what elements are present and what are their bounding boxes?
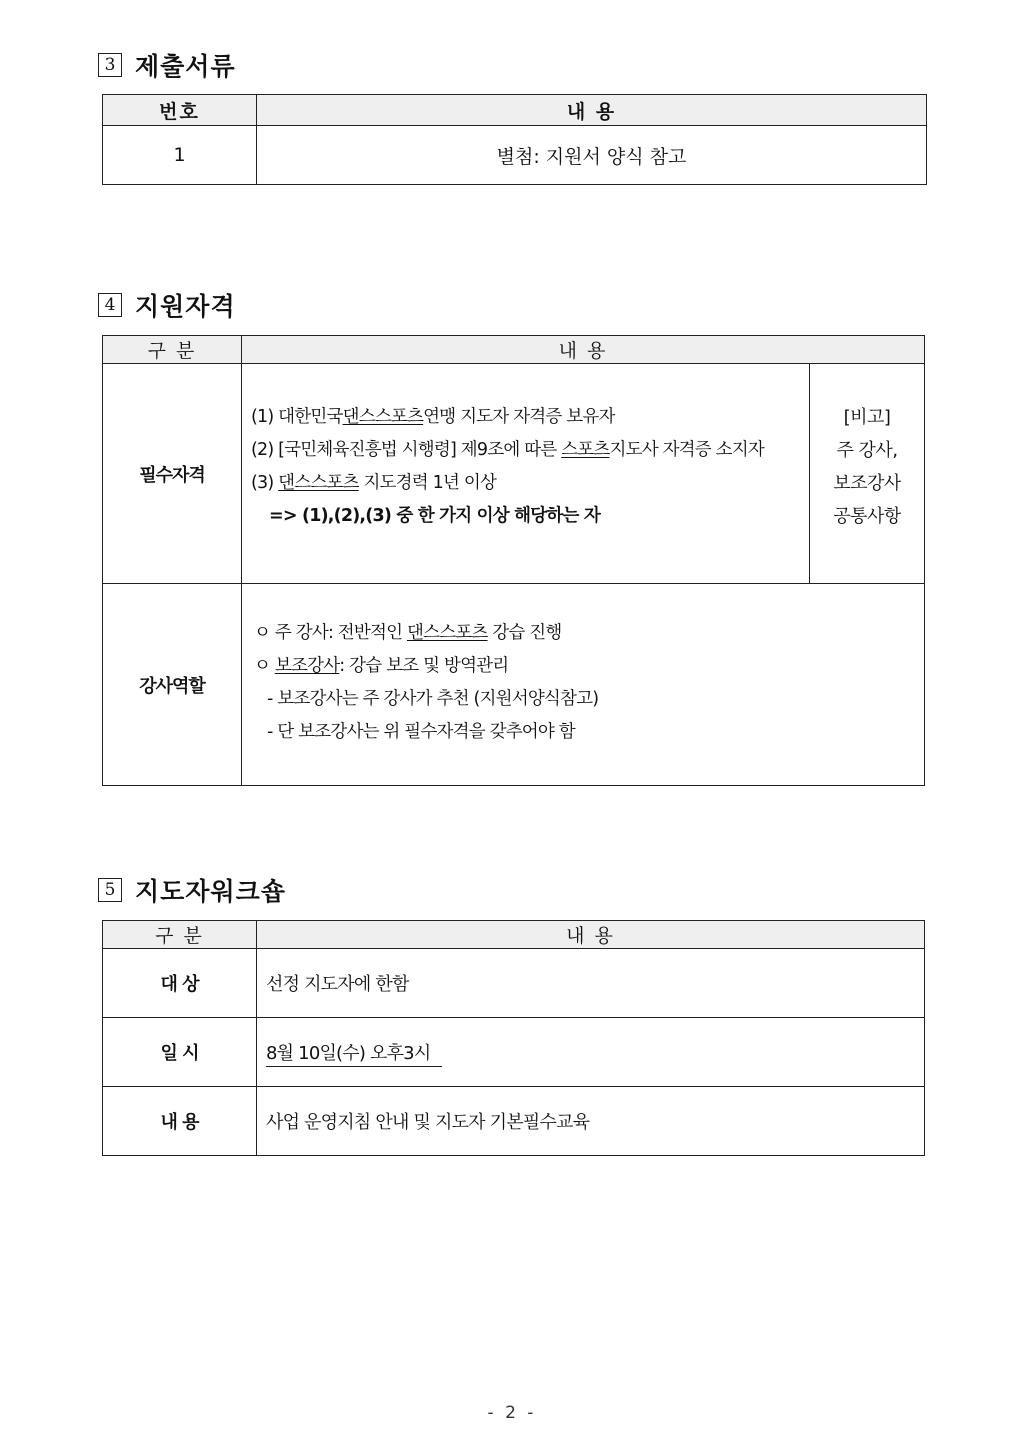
instructor-role-label: 강사역할 [103, 584, 242, 786]
section-5-heading [98, 872, 286, 908]
role-line-3: - 보조강사는 주 강사가 추천 (지원서양식참고) [267, 688, 599, 709]
row-number: 1 [103, 126, 257, 185]
table-row [103, 1018, 925, 1087]
section-5-number: 5 [98, 878, 122, 902]
content-value: 사업 운영지침 안내 및 지도자 기본필수교육 [257, 1087, 925, 1156]
required-qualification-content [242, 364, 810, 584]
qualification-table [102, 335, 925, 786]
section-4-number: 4 [98, 293, 122, 317]
required-qualification-label: 필수자격 [103, 364, 242, 584]
required-line-2: (2) [국민체육진흥법 시행령] 제9조에 따른 스포츠지도사 자격증 소지자 [251, 439, 764, 460]
col-header-category: 구 분 [103, 921, 257, 949]
documents-table [102, 94, 927, 185]
col-header-content: 내 용 [257, 921, 925, 949]
table-row [103, 1087, 925, 1156]
role-line-2: ㅇ 보조강사: 강습 보조 및 방역관리 [254, 655, 509, 676]
note-line-1: [비고] [843, 406, 891, 428]
content-label: 내 용 [103, 1087, 257, 1156]
note-line-2: 주 강사, [836, 439, 898, 461]
col-header-number: 번호 [103, 95, 257, 126]
datetime-value: 8월 10일(수) 오후3시 [257, 1018, 925, 1087]
role-line-4: - 단 보조강사는 위 필수자격을 갖추어야 함 [267, 721, 575, 742]
datetime-label: 일 시 [103, 1018, 257, 1087]
workshop-table [102, 920, 925, 1156]
role-line-1: ㅇ 주 강사: 전반적인 댄스스포츠 강습 진행 [254, 622, 562, 643]
table-row [103, 584, 925, 786]
note-line-4: 공통사항 [833, 505, 901, 527]
required-line-1: (1) 대한민국댄스스포츠연맹 지도자 자격증 보유자 [251, 406, 615, 427]
table-row [103, 949, 925, 1018]
required-note [810, 364, 925, 584]
section-3-number: 3 [98, 53, 122, 77]
instructor-role-content [242, 584, 925, 786]
table-row [103, 126, 927, 185]
note-line-3: 보조강사 [833, 472, 901, 494]
section-4-title: 지원자격 [135, 292, 236, 321]
col-header-content: 내 용 [257, 95, 927, 126]
section-4-heading [98, 287, 236, 323]
required-summary-line: => (1),(2),(3) 중 한 가지 이상 해당하는 자 [269, 505, 600, 526]
page-number: - 2 - [487, 1403, 537, 1423]
required-line-3: (3) 댄스스포츠 지도경력 1년 이상 [251, 472, 497, 493]
col-header-content: 내 용 [242, 336, 925, 364]
section-3-title: 제출서류 [135, 52, 236, 81]
table-row [103, 364, 925, 584]
target-value: 선정 지도자에 한함 [257, 949, 925, 1018]
col-header-category: 구 분 [103, 336, 242, 364]
row-content: 별첨: 지원서 양식 참고 [257, 126, 927, 185]
section-3-heading [98, 47, 236, 83]
section-5-title: 지도자워크숍 [135, 877, 286, 906]
target-label: 대 상 [103, 949, 257, 1018]
